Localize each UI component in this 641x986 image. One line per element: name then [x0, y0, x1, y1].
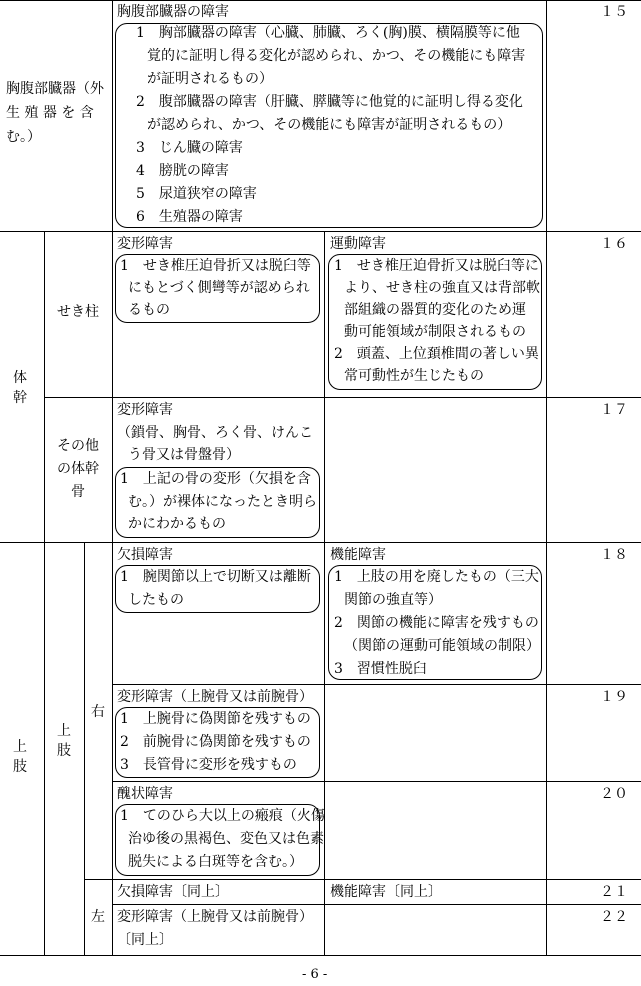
other-trunk-label: 骨	[71, 484, 85, 500]
list-item: より、せき柱の強直又は背部軟	[344, 280, 540, 296]
list-item: 2 腹部臓器の障害（肝臓、膵臓等に他覚的に証明し得る変化	[136, 94, 523, 110]
list-item: 1 上腕骨に偽関節を残すもの	[120, 711, 311, 727]
upper-arm-label: 上肢	[57, 723, 71, 759]
list-item: 1 上肢の用を廃したもの（三大	[334, 569, 539, 585]
list-item: 1 てのひら大以上の瘢痕（火傷	[120, 808, 325, 824]
rule	[44, 397, 641, 398]
row-number: １６	[600, 236, 628, 252]
list-item: 2 関節の機能に障害を残すもの	[334, 615, 539, 631]
section-subtitle: 〔同上〕	[117, 932, 173, 948]
row-number: ２１	[600, 884, 628, 900]
other-trunk-label: その他	[57, 438, 99, 454]
list-item: 1 上記の骨の変形（欠損を含	[120, 471, 311, 487]
section-title: 変形障害（上腕骨又は前腕骨）	[117, 689, 313, 705]
list-item: 治ゆ後の黒褐色、変色又は色素	[128, 831, 324, 847]
row-number: １９	[600, 689, 628, 705]
section-subtitle: （鎖骨、胸骨、ろく骨、けんこ	[117, 425, 313, 441]
list-item: 部組織の器質的変化のため運	[344, 302, 526, 318]
section-title: 胸腹部臓器の障害	[117, 4, 229, 20]
rule	[112, 684, 641, 685]
page-number: - 6 -	[302, 967, 328, 982]
list-item: む。）が裸体になったとき明ら	[128, 494, 317, 510]
rule	[546, 0, 547, 955]
list-item: 1 せき椎圧迫骨折又は脱臼等に	[334, 258, 539, 274]
list-item: かにわかるもの	[128, 516, 226, 532]
rule	[0, 231, 641, 232]
region-label: む。）	[6, 129, 41, 145]
list-item: （関節の運動可能領域の制限）	[344, 638, 540, 654]
list-item: 3 習慣性脱臼	[334, 661, 427, 677]
list-item: 1 せき椎圧迫骨折又は脱臼等	[120, 258, 311, 274]
left-side-label: 左	[91, 909, 105, 925]
list-item: 3 じん臓の障害	[136, 140, 243, 156]
list-item: が認められ、かつ、その機能にも障害が証明されるもの）	[147, 117, 512, 133]
section-title: 変形障害	[117, 236, 173, 252]
section-title: 欠損障害〔同上〕	[117, 884, 229, 900]
upper-limb-label: 上肢	[13, 739, 27, 775]
region-label: 胸腹部臓器（外	[6, 81, 104, 97]
rule	[112, 0, 113, 955]
list-item: したもの	[128, 592, 184, 608]
row-number: ２２	[600, 909, 628, 925]
trunk-label: 体幹	[13, 370, 27, 406]
rule	[324, 231, 325, 955]
list-item: 覚的に証明し得る変化が認められ、かつ、その機能にも障害	[147, 48, 526, 64]
list-item: るもの	[128, 302, 170, 318]
row-number: ２０	[600, 786, 628, 802]
list-item: 6 生殖器の障害	[136, 209, 243, 225]
list-item: 2 頭蓋、上位頚椎間の著しい異	[334, 346, 539, 362]
list-item: 1 胸部臓器の障害（心臓、肺臓、ろく(胸)膜、横隔膜等に他	[136, 25, 520, 41]
rule	[0, 955, 641, 956]
list-item: が証明されるもの）	[147, 71, 273, 87]
rule	[84, 542, 85, 955]
section-title: 変形障害（上腕骨又は前腕骨）	[117, 909, 313, 925]
rule	[112, 904, 641, 905]
right-side-label: 右	[91, 704, 105, 720]
list-item: 1 腕関節以上で切断又は離断	[120, 569, 311, 585]
other-trunk-label: の体幹	[57, 461, 99, 477]
rule	[44, 231, 45, 542]
list-item: にもとづく側彎等が認められ	[128, 280, 310, 296]
row-number: １７	[600, 402, 628, 418]
row-number: １８	[600, 547, 628, 563]
list-item: 2 前腕骨に偽関節を残すもの	[120, 734, 311, 750]
section-title: 欠損障害	[117, 547, 173, 563]
section-title: 変形障害	[117, 402, 173, 418]
list-item: 動可能領域が制限されるもの	[344, 324, 526, 340]
list-item: 3 長管骨に変形を残すもの	[120, 757, 297, 773]
list-item: 5 尿道狭窄の障害	[136, 186, 257, 202]
row-number: １５	[600, 4, 628, 20]
rule	[0, 0, 641, 1]
list-item: 常可動性が生じたもの	[344, 368, 484, 384]
section-title: 機能障害〔同上〕	[330, 884, 442, 900]
rule	[44, 542, 45, 955]
list-item: 関節の強直等）	[344, 592, 442, 608]
rule	[112, 781, 641, 782]
spine-label: せき柱	[57, 304, 99, 320]
section-title: 機能障害	[330, 547, 386, 563]
section-title: 醜状障害	[117, 786, 173, 802]
rule	[0, 542, 641, 543]
list-item: 脱失による白斑等を含む。）	[128, 854, 303, 870]
list-item: 4 膀胱の障害	[136, 163, 229, 179]
section-subtitle: う骨又は骨盤骨）	[128, 447, 240, 463]
rule	[84, 879, 641, 880]
region-label: 生 殖 器 を 含	[6, 105, 94, 121]
section-title: 運動障害	[330, 236, 386, 252]
